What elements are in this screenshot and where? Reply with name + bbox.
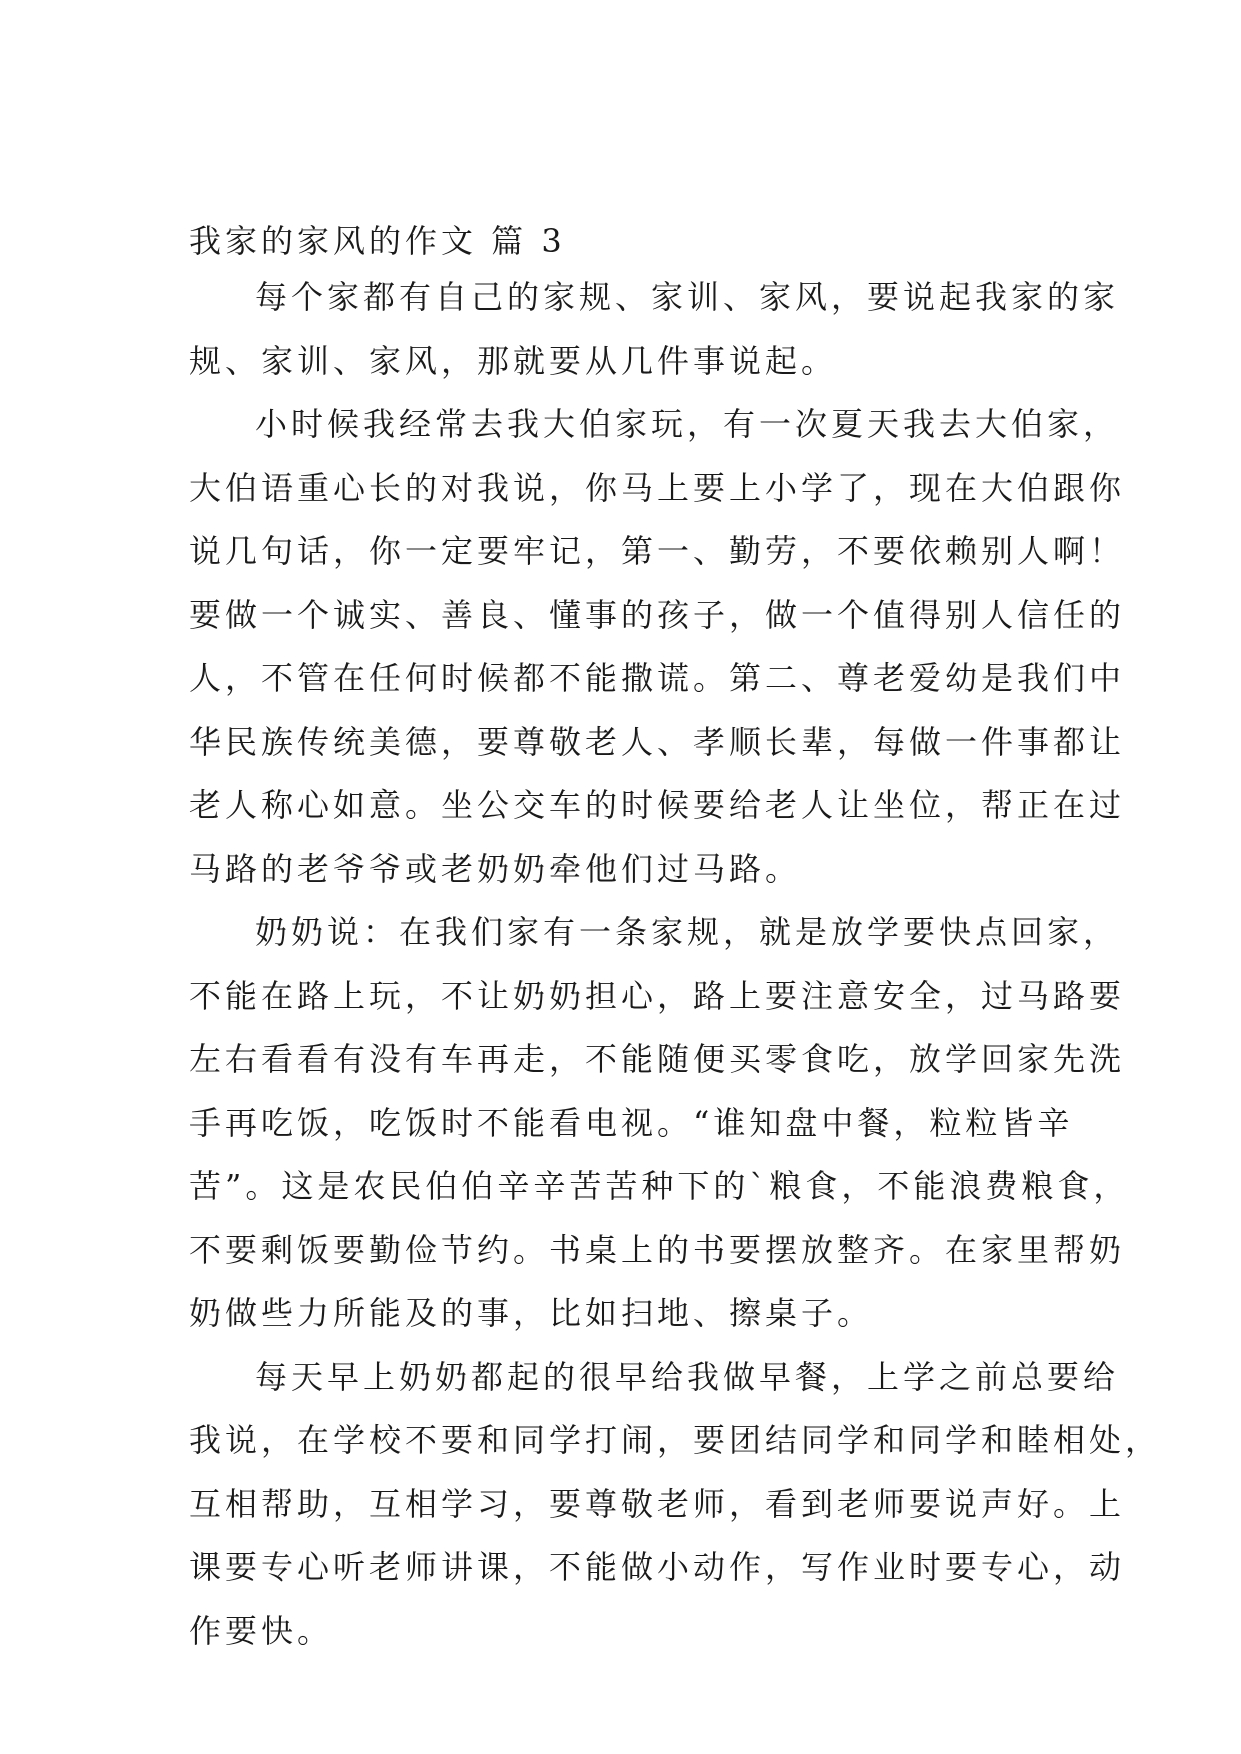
paragraph-line: 小时候我经常去我大伯家玩，有一次夏天我去大伯家， [255,405,1120,443]
paragraph-line: 大伯语重心长的对我说，你马上要上小学了，现在大伯跟你 [189,468,1126,507]
paragraph-line: 左右看看有没有车再走，不能随便买零食吃，放学回家先洗 [189,1040,1126,1078]
paragraph-line: 每个家都有自己的家规、家训、家风，要说起我家的家 [255,278,1120,316]
paragraph-line: 每天早上奶奶都起的很早给我做早餐，上学之前总要给 [255,1357,1120,1396]
paragraph-4 [189,1346,1162,1664]
paragraph-line: 人，不管在任何时候都不能撒谎。第二、尊老爱幼是我们中 [189,659,1126,697]
paragraph-line: 苦”。这是农民伯伯辛辛苦苦种下的`粮食，不能浪费粮食， [189,1167,1130,1205]
document-title: 我家的家风的作文 篇 3 [189,222,566,260]
paragraph-2 [189,393,1126,901]
paragraph-line: 手再吃饭，吃饭时不能看电视。“谁知盘中餐，粒粒皆辛 [189,1103,1074,1142]
paragraph-1 [189,266,1120,393]
paragraph-line: 互相帮助，互相学习，要尊敬老师，看到老师要说声好。上 [189,1484,1126,1523]
document-body [189,216,1162,1663]
paragraph-line: 课要专心听老师讲课，不能做小动作，写作业时要专心，动 [189,1548,1126,1586]
paragraph-line: 老人称心如意。坐公交车的时候要给老人让坐位，帮正在过 [189,786,1126,824]
paragraph-line: 不能在路上玩，不让奶奶担心，路上要注意安全，过马路要 [189,976,1126,1015]
paragraph-line: 说几句话，你一定要牢记，第一、勤劳，不要依赖别人啊！ [189,532,1126,570]
paragraph-line: 作要快。 [189,1611,334,1650]
paragraph-line: 奶奶说：在我们家有一条家规，就是放学要快点回家， [255,913,1120,951]
paragraph-3 [189,901,1130,1346]
paragraph-line: 马路的老爷爷或老奶奶牵他们过马路。 [189,849,802,888]
paragraph-line: 规、家训、家风，那就要从几件事说起。 [189,341,838,380]
paragraph-line: 华民族传统美德，要尊敬老人、孝顺长辈，每做一件事都让 [189,722,1126,761]
paragraph-line: 要做一个诚实、善良、懂事的孩子，做一个值得别人信任的 [189,595,1126,634]
paragraph-line: 奶做些力所能及的事，比如扫地、擦桌子。 [189,1294,874,1332]
paragraph-line: 我说，在学校不要和同学打闹，要团结同学和同学和睦相处， [189,1421,1162,1459]
paragraph-line: 不要剩饭要勤俭节约。书桌上的书要摆放整齐。在家里帮奶 [189,1230,1126,1269]
